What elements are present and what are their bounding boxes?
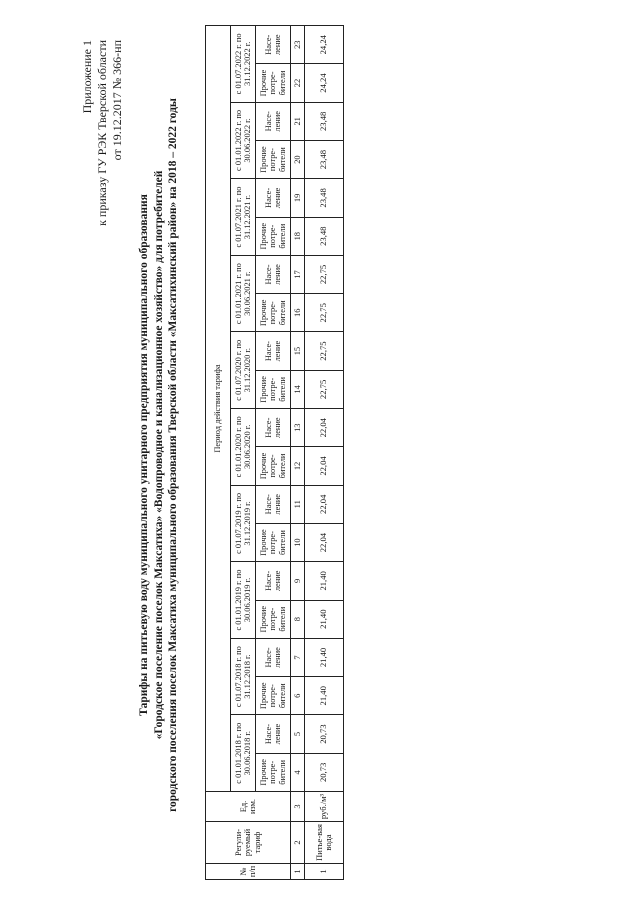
category-population: Насе-ление bbox=[256, 26, 291, 64]
tariff-value: 22,04 bbox=[305, 485, 344, 523]
header-num: № п/п bbox=[206, 864, 291, 880]
column-number: 14 bbox=[291, 370, 305, 408]
document-title bbox=[137, 75, 181, 835]
tariff-value: 20,73 bbox=[305, 715, 344, 753]
category-population: Насе-ление bbox=[256, 255, 291, 293]
title-line-1: Тарифы на питьевую воду муниципального унитарного предприятия муниципального образования bbox=[138, 194, 150, 716]
tariff-value: 23,48 bbox=[305, 140, 344, 178]
category-other-consumers: Прочие потре-бители bbox=[256, 753, 291, 791]
period-range: с 01.01.2018 г. по 30.06.2018 г. bbox=[231, 715, 256, 792]
header-row-periods bbox=[206, 26, 231, 880]
header-row-period-ranges bbox=[231, 26, 256, 880]
title-line-3: городского поселения поселок Максатиха муниципального образования Тверской области «Максатихинский район» на 2018 – 2022 годы bbox=[167, 98, 179, 812]
column-number: 4 bbox=[291, 753, 305, 791]
tariff-value: 21,40 bbox=[305, 638, 344, 676]
category-other-consumers: Прочие потре-бители bbox=[256, 140, 291, 178]
header-period: Период действия тарифа bbox=[206, 26, 231, 792]
column-number: 13 bbox=[291, 409, 305, 447]
category-other-consumers: Прочие потре-бители bbox=[256, 600, 291, 638]
tariff-value: 22,75 bbox=[305, 332, 344, 370]
column-number: 5 bbox=[291, 715, 305, 753]
approval-block bbox=[80, 40, 125, 226]
column-number: 23 bbox=[291, 26, 305, 64]
tariff-value: 20,73 bbox=[305, 753, 344, 791]
header-unit: Ед. изм. bbox=[206, 792, 291, 822]
column-number: 16 bbox=[291, 294, 305, 332]
column-number: 6 bbox=[291, 677, 305, 715]
period-range: с 01.07.2019 г. по 31.12.2019 г. bbox=[231, 485, 256, 562]
column-number: 2 bbox=[291, 822, 305, 864]
tariff-value: 22,04 bbox=[305, 447, 344, 485]
category-population: Насе-ление bbox=[256, 102, 291, 140]
period-range: с 01.07.2021 г. по 31.12.2021 г. bbox=[231, 179, 256, 256]
category-other-consumers: Прочие потре-бители bbox=[256, 217, 291, 255]
column-number: 3 bbox=[291, 792, 305, 822]
category-other-consumers: Прочие потре-бители bbox=[256, 447, 291, 485]
tariff-value: 21,40 bbox=[305, 677, 344, 715]
category-population: Насе-ление bbox=[256, 715, 291, 753]
period-range: с 01.01.2021 г. по 30.06.2021 г. bbox=[231, 255, 256, 332]
period-range: с 01.07.2018 г. по 31.12.2018 г. bbox=[231, 638, 256, 715]
tariff-value: 22,04 bbox=[305, 523, 344, 561]
tariff-value: 22,75 bbox=[305, 370, 344, 408]
category-other-consumers: Прочие потре-бители bbox=[256, 523, 291, 561]
header-tariff: Регули-руемый тариф bbox=[206, 822, 291, 864]
column-number: 7 bbox=[291, 638, 305, 676]
header-row-categories bbox=[256, 26, 291, 880]
column-number: 10 bbox=[291, 523, 305, 561]
tariff-value: 23,48 bbox=[305, 217, 344, 255]
period-range: с 01.07.2020 г. по 31.12.2020 г. bbox=[231, 332, 256, 409]
category-population: Насе-ление bbox=[256, 409, 291, 447]
period-range: с 01.01.2022 г. по 30.06.2022 г. bbox=[231, 102, 256, 179]
tariff-table bbox=[205, 25, 344, 880]
category-population: Насе-ление bbox=[256, 179, 291, 217]
order-reference: к приказу ГУ РЭК Тверской области bbox=[95, 40, 109, 226]
tariff-value: 21,40 bbox=[305, 600, 344, 638]
column-number: 17 bbox=[291, 255, 305, 293]
order-date-number: от 19.12.2017 № 366-нп bbox=[110, 40, 124, 161]
tariff-value: 23,48 bbox=[305, 102, 344, 140]
column-number: 19 bbox=[291, 179, 305, 217]
tariff-value: 23,48 bbox=[305, 179, 344, 217]
tariff-value: 21,40 bbox=[305, 562, 344, 600]
tariff-value: 22,75 bbox=[305, 255, 344, 293]
period-range: с 01.07.2022 г. по 31.12.2022 г. bbox=[231, 26, 256, 103]
column-number: 21 bbox=[291, 102, 305, 140]
tariff-value: 24,24 bbox=[305, 26, 344, 64]
column-number: 18 bbox=[291, 217, 305, 255]
category-other-consumers: Прочие потре-бители bbox=[256, 64, 291, 102]
column-number: 1 bbox=[291, 864, 305, 880]
row-unit: руб./м³ bbox=[305, 792, 344, 822]
tariff-value: 22,04 bbox=[305, 409, 344, 447]
column-number: 12 bbox=[291, 447, 305, 485]
title-line-2: «Городское поселение поселок Максатиха» «Водопроводное и канализационное хозяйство» для потребителей bbox=[152, 170, 165, 740]
category-other-consumers: Прочие потре-бители bbox=[256, 370, 291, 408]
category-population: Насе-ление bbox=[256, 638, 291, 676]
category-population: Насе-ление bbox=[256, 332, 291, 370]
period-range: с 01.01.2020 г. по 30.06.2020 г. bbox=[231, 409, 256, 486]
row-tariff: Питье-вая вода bbox=[305, 822, 344, 864]
column-number: 15 bbox=[291, 332, 305, 370]
header-row-column-numbers bbox=[291, 26, 305, 880]
category-other-consumers: Прочие потре-бители bbox=[256, 294, 291, 332]
column-number: 8 bbox=[291, 600, 305, 638]
column-number: 22 bbox=[291, 64, 305, 102]
category-other-consumers: Прочие потре-бители bbox=[256, 677, 291, 715]
column-number: 11 bbox=[291, 485, 305, 523]
column-number: 9 bbox=[291, 562, 305, 600]
category-population: Насе-ление bbox=[256, 562, 291, 600]
appendix-label: Приложение 1 bbox=[80, 40, 94, 114]
row-num: 1 bbox=[305, 864, 344, 880]
period-range: с 01.01.2019 г. по 30.06.2019 г. bbox=[231, 562, 256, 639]
tariff-value: 24,24 bbox=[305, 64, 344, 102]
table-row bbox=[305, 26, 344, 880]
category-population: Насе-ление bbox=[256, 485, 291, 523]
column-number: 20 bbox=[291, 140, 305, 178]
tariff-value: 22,75 bbox=[305, 294, 344, 332]
